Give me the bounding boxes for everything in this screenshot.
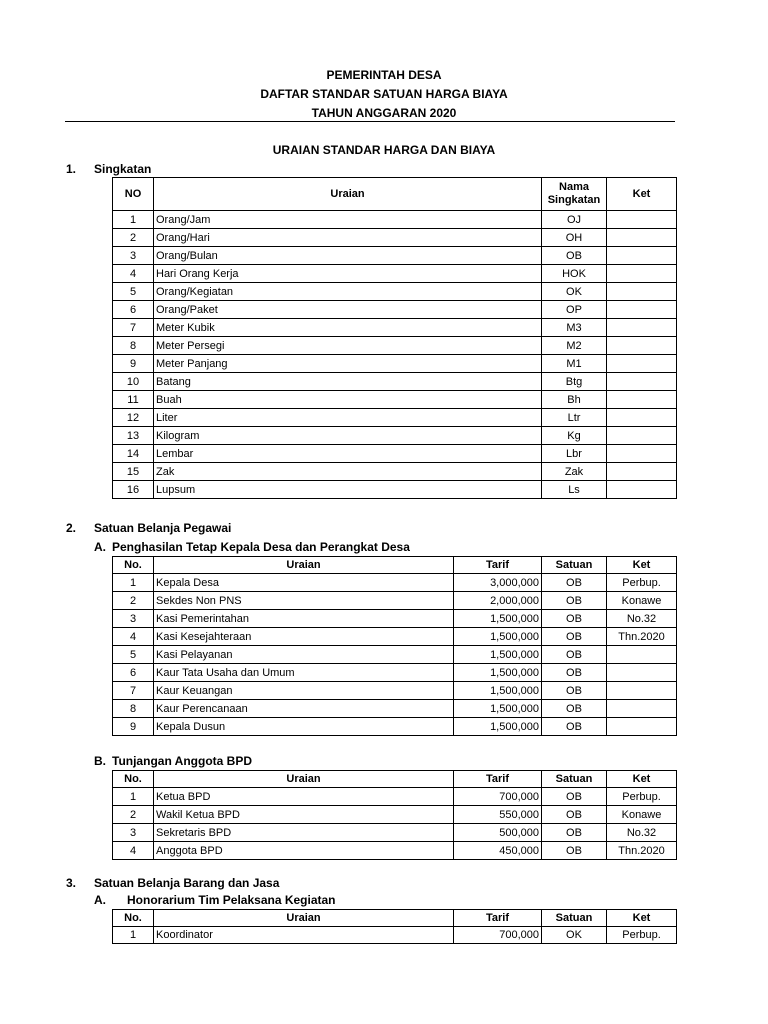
cell-singkatan: OJ (542, 211, 607, 229)
table-row (113, 610, 677, 628)
cell-no: 2 (113, 229, 154, 247)
table-row (113, 247, 677, 265)
section-1-title: Singkatan (94, 162, 152, 176)
cell-ket (607, 373, 677, 391)
cell-no: 6 (113, 301, 154, 319)
cell-tarif: 1,500,000 (454, 700, 542, 718)
cell-singkatan: Kg (542, 427, 607, 445)
cell-tarif: 3,000,000 (454, 574, 542, 592)
col-header-ket: Ket (607, 771, 677, 788)
cell-singkatan: M2 (542, 337, 607, 355)
col-header-satuan: Satuan (542, 557, 607, 574)
cell-uraian: Wakil Ketua BPD (154, 806, 454, 824)
table-row (113, 265, 677, 283)
cell-uraian: Orang/Kegiatan (154, 283, 542, 301)
cell-singkatan: HOK (542, 265, 607, 283)
cell-ket (607, 664, 677, 682)
cell-ket: Perbup. (607, 574, 677, 592)
table-header-row (113, 178, 677, 211)
cell-ket: Thn.2020 (607, 628, 677, 646)
cell-uraian: Meter Kubik (154, 319, 542, 337)
cell-ket (607, 319, 677, 337)
cell-uraian: Lembar (154, 445, 542, 463)
section-2a-title: Penghasilan Tetap Kepala Desa dan Perangkat Desa (112, 540, 410, 554)
cell-no: 1 (113, 211, 154, 229)
table-row (113, 409, 677, 427)
cell-singkatan: M1 (542, 355, 607, 373)
cell-ket: Thn.2020 (607, 842, 677, 860)
cell-singkatan: Bh (542, 391, 607, 409)
cell-no: 2 (113, 806, 154, 824)
singkatan-table (112, 177, 677, 499)
cell-ket: Konawe (607, 806, 677, 824)
cell-tarif: 500,000 (454, 824, 542, 842)
table-header-row (113, 771, 677, 788)
cell-ket (607, 463, 677, 481)
section-2b-letter: B. (94, 754, 106, 768)
cell-tarif: 1,500,000 (454, 610, 542, 628)
cell-ket: Perbup. (607, 927, 677, 944)
cell-no: 12 (113, 409, 154, 427)
cell-tarif: 1,500,000 (454, 628, 542, 646)
table-row (113, 373, 677, 391)
section-2b-title: Tunjangan Anggota BPD (112, 754, 252, 768)
section-3a-letter: A. (94, 893, 106, 907)
cell-ket (607, 355, 677, 373)
cell-ket (607, 337, 677, 355)
cell-ket (607, 283, 677, 301)
cell-no: 8 (113, 337, 154, 355)
cell-satuan: OB (542, 718, 607, 736)
cell-uraian: Anggota BPD (154, 842, 454, 860)
table-row (113, 628, 677, 646)
cell-no: 3 (113, 247, 154, 265)
cell-uraian: Kilogram (154, 427, 542, 445)
col-header-uraian: Uraian (154, 178, 542, 211)
cell-singkatan: Ltr (542, 409, 607, 427)
table-row (113, 319, 677, 337)
cell-tarif: 1,500,000 (454, 682, 542, 700)
section-2-title: Satuan Belanja Pegawai (94, 521, 232, 535)
cell-satuan: OB (542, 592, 607, 610)
section-3a-title: Honorarium Tim Pelaksana Kegiatan (127, 893, 336, 907)
table-row (113, 788, 677, 806)
tunjangan-bpd-table (112, 770, 677, 860)
cell-uraian: Buah (154, 391, 542, 409)
col-header-tarif: Tarif (454, 771, 542, 788)
table-row (113, 806, 677, 824)
cell-no: 15 (113, 463, 154, 481)
table-row (113, 700, 677, 718)
col-header-nama-singkatan: Nama Singkatan (542, 178, 607, 211)
cell-satuan: OB (542, 806, 607, 824)
cell-no: 14 (113, 445, 154, 463)
cell-uraian: Sekdes Non PNS (154, 592, 454, 610)
cell-no: 2 (113, 592, 154, 610)
col-header-satuan: Satuan (542, 910, 607, 927)
col-header-tarif: Tarif (454, 910, 542, 927)
cell-no: 9 (113, 718, 154, 736)
header-line-2: DAFTAR STANDAR SATUAN HARGA BIAYA (260, 87, 508, 101)
cell-satuan: OB (542, 700, 607, 718)
table-row (113, 229, 677, 247)
cell-tarif: 700,000 (454, 788, 542, 806)
cell-ket: Perbup. (607, 788, 677, 806)
cell-satuan: OB (542, 842, 607, 860)
col-header-no: NO (113, 178, 154, 211)
cell-ket (607, 265, 677, 283)
section-3-number: 3. (66, 876, 77, 890)
cell-satuan: OB (542, 788, 607, 806)
table-row (113, 574, 677, 592)
col-header-no: No. (113, 910, 154, 927)
cell-no: 1 (113, 574, 154, 592)
section-1-number: 1. (66, 162, 77, 176)
cell-singkatan: M3 (542, 319, 607, 337)
cell-no: 1 (113, 927, 154, 944)
cell-uraian: Kaur Keuangan (154, 682, 454, 700)
cell-ket (607, 682, 677, 700)
table-row (113, 337, 677, 355)
table-row (113, 646, 677, 664)
col-header-no: No. (113, 771, 154, 788)
cell-no: 4 (113, 842, 154, 860)
cell-uraian: Sekretaris BPD (154, 824, 454, 842)
cell-ket (607, 700, 677, 718)
table-row (113, 664, 677, 682)
col-header-satuan: Satuan (542, 771, 607, 788)
cell-tarif: 550,000 (454, 806, 542, 824)
cell-no: 10 (113, 373, 154, 391)
cell-uraian: Koordinator (154, 927, 454, 944)
cell-no: 13 (113, 427, 154, 445)
table-row (113, 718, 677, 736)
cell-ket (607, 445, 677, 463)
cell-uraian: Liter (154, 409, 542, 427)
cell-singkatan: Lbr (542, 445, 607, 463)
cell-satuan: OB (542, 824, 607, 842)
cell-no: 3 (113, 824, 154, 842)
cell-singkatan: OP (542, 301, 607, 319)
cell-tarif: 2,000,000 (454, 592, 542, 610)
cell-ket (607, 718, 677, 736)
cell-ket (607, 427, 677, 445)
table-row (113, 682, 677, 700)
cell-satuan: OB (542, 682, 607, 700)
cell-no: 9 (113, 355, 154, 373)
col-header-tarif: Tarif (454, 557, 542, 574)
cell-no: 4 (113, 628, 154, 646)
cell-uraian: Meter Persegi (154, 337, 542, 355)
cell-no: 7 (113, 319, 154, 337)
cell-uraian: Zak (154, 463, 542, 481)
cell-singkatan: Zak (542, 463, 607, 481)
cell-no: 1 (113, 788, 154, 806)
cell-no: 11 (113, 391, 154, 409)
cell-uraian: Kaur Perencanaan (154, 700, 454, 718)
header-line-1: PEMERINTAH DESA (326, 68, 442, 82)
cell-ket (607, 481, 677, 499)
table-header-row (113, 910, 677, 927)
col-header-uraian: Uraian (154, 771, 454, 788)
cell-no: 4 (113, 265, 154, 283)
cell-uraian: Kepala Desa (154, 574, 454, 592)
cell-no: 7 (113, 682, 154, 700)
cell-ket (607, 301, 677, 319)
table-header-row (113, 557, 677, 574)
col-header-ket: Ket (607, 557, 677, 574)
cell-ket (607, 409, 677, 427)
cell-no: 6 (113, 664, 154, 682)
honorarium-table (112, 909, 677, 944)
col-header-no: No. (113, 557, 154, 574)
cell-tarif: 700,000 (454, 927, 542, 944)
col-header-uraian: Uraian (154, 910, 454, 927)
section-subtitle: URAIAN STANDAR HARGA DAN BIAYA (272, 143, 496, 157)
cell-ket: No.32 (607, 610, 677, 628)
cell-satuan: OK (542, 927, 607, 944)
section-2-number: 2. (66, 521, 77, 535)
cell-satuan: OB (542, 664, 607, 682)
table-row (113, 481, 677, 499)
table-row (113, 427, 677, 445)
cell-uraian: Kasi Pemerintahan (154, 610, 454, 628)
cell-uraian: Kepala Dusun (154, 718, 454, 736)
cell-tarif: 1,500,000 (454, 718, 542, 736)
cell-no: 3 (113, 610, 154, 628)
cell-singkatan: OH (542, 229, 607, 247)
cell-ket (607, 646, 677, 664)
cell-no: 5 (113, 283, 154, 301)
table-row (113, 391, 677, 409)
cell-uraian: Orang/Bulan (154, 247, 542, 265)
cell-tarif: 1,500,000 (454, 664, 542, 682)
table-row (113, 927, 677, 944)
cell-no: 16 (113, 481, 154, 499)
col-header-ket: Ket (607, 178, 677, 211)
header-line-3: TAHUN ANGGARAN 2020 (311, 106, 457, 120)
table-row (113, 824, 677, 842)
cell-uraian: Ketua BPD (154, 788, 454, 806)
cell-uraian: Batang (154, 373, 542, 391)
cell-ket (607, 211, 677, 229)
cell-uraian: Kasi Kesejahteraan (154, 628, 454, 646)
cell-uraian: Lupsum (154, 481, 542, 499)
cell-ket (607, 391, 677, 409)
cell-uraian: Hari Orang Kerja (154, 265, 542, 283)
table-row (113, 463, 677, 481)
col-header-ket: Ket (607, 910, 677, 927)
cell-satuan: OB (542, 628, 607, 646)
cell-singkatan: OB (542, 247, 607, 265)
cell-no: 8 (113, 700, 154, 718)
cell-uraian: Orang/Hari (154, 229, 542, 247)
table-row (113, 842, 677, 860)
table-row (113, 355, 677, 373)
cell-ket (607, 229, 677, 247)
table-row (113, 301, 677, 319)
header-rule (65, 121, 675, 122)
cell-ket: Konawe (607, 592, 677, 610)
cell-satuan: OB (542, 646, 607, 664)
col-header-uraian: Uraian (154, 557, 454, 574)
cell-uraian: Meter Panjang (154, 355, 542, 373)
cell-ket (607, 247, 677, 265)
table-row (113, 445, 677, 463)
cell-satuan: OB (542, 610, 607, 628)
cell-singkatan: Btg (542, 373, 607, 391)
cell-singkatan: OK (542, 283, 607, 301)
section-3-title: Satuan Belanja Barang dan Jasa (94, 876, 280, 890)
cell-uraian: Orang/Paket (154, 301, 542, 319)
cell-uraian: Kasi Pelayanan (154, 646, 454, 664)
cell-tarif: 1,500,000 (454, 646, 542, 664)
cell-satuan: OB (542, 574, 607, 592)
cell-singkatan: Ls (542, 481, 607, 499)
cell-tarif: 450,000 (454, 842, 542, 860)
penghasilan-table (112, 556, 677, 736)
table-row (113, 283, 677, 301)
table-row (113, 211, 677, 229)
table-row (113, 592, 677, 610)
cell-uraian: Orang/Jam (154, 211, 542, 229)
cell-ket: No.32 (607, 824, 677, 842)
section-2a-letter: A. (94, 540, 106, 554)
cell-uraian: Kaur Tata Usaha dan Umum (154, 664, 454, 682)
cell-no: 5 (113, 646, 154, 664)
